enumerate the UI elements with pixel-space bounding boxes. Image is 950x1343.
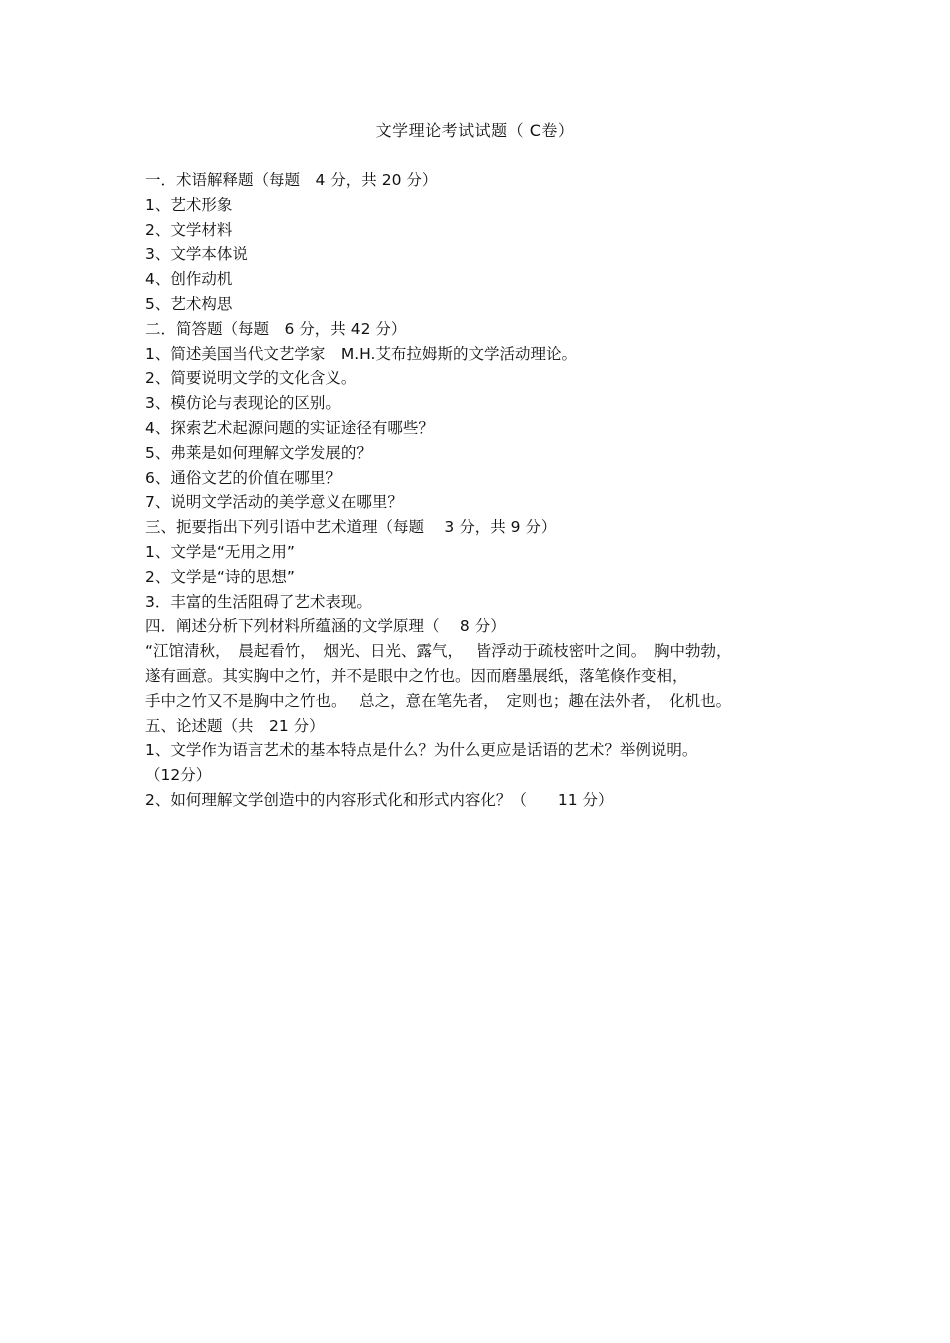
question-item: 4、探索艺术起源问题的实证途径有哪些？ [145,418,434,437]
question-item: 2、如何理解文学创造中的内容形式化和形式内容化？（ 11 分） [145,790,614,809]
question-item: 6、通俗文艺的价值在哪里？ [145,468,341,487]
question-item: 2、文学是“诗的思想” [145,567,295,586]
section-heading-3: 三、扼要指出下列引语中艺术道理（每题 3 分，共 9 分） [145,518,557,537]
question-item: 5、艺术构思 [145,294,233,313]
question-item: 1、文学是“无用之用” [145,542,295,561]
question-item: 2、简要说明文学的文化含义。 [145,369,357,388]
question-item: （12分） [145,766,212,785]
question-item: 1、文学作为语言艺术的基本特点是什么？为什么更应是话语的艺术？举例说明。 [145,741,698,760]
question-item: 2、文学材料 [145,220,233,239]
question-item: 7、说明文学活动的美学意义在哪里？ [145,493,403,512]
quoted-material-line: 手中之竹又不是胸中之竹也。 总之，意在笔先者， 定则也；趣在法外者， 化机也。 [145,691,732,710]
section-heading-4: 四．阐述分析下列材料所蕴涵的文学原理（ 8 分） [145,617,506,636]
section-heading-1: 一．术语解释题（每题 4 分，共 20 分） [145,171,438,189]
question-item: 3、文学本体说 [145,245,248,264]
quoted-material-line: 遂有画意。其实胸中之竹，并不是眼中之竹也。因而磨墨展纸，落笔倏作变相， [145,666,688,685]
question-item: 1、简述美国当代文艺学家 M.H.艾布拉姆斯的文学活动理论。 [145,344,577,363]
question-item: 3、模仿论与表现论的区别。 [145,394,341,413]
section-heading-5: 五、论述题（共 21 分） [145,716,325,735]
question-item: 5、弗莱是如何理解文学发展的？ [145,443,372,462]
quoted-material-line: “江馆清秋， 晨起看竹， 烟光、日光、露气， 皆浮动于疏枝密叶之间。 胸中勃勃， [145,642,732,661]
question-item: 3．丰富的生活阻碍了艺术表现。 [145,592,372,611]
question-item: 1、艺术形象 [145,195,233,214]
document-body [145,168,825,813]
question-item: 4、创作动机 [145,270,233,289]
section-heading-2: 二．简答题（每题 6 分，共 42 分） [145,319,407,338]
document-title: 文学理论考试试题（ C卷） [375,121,575,140]
